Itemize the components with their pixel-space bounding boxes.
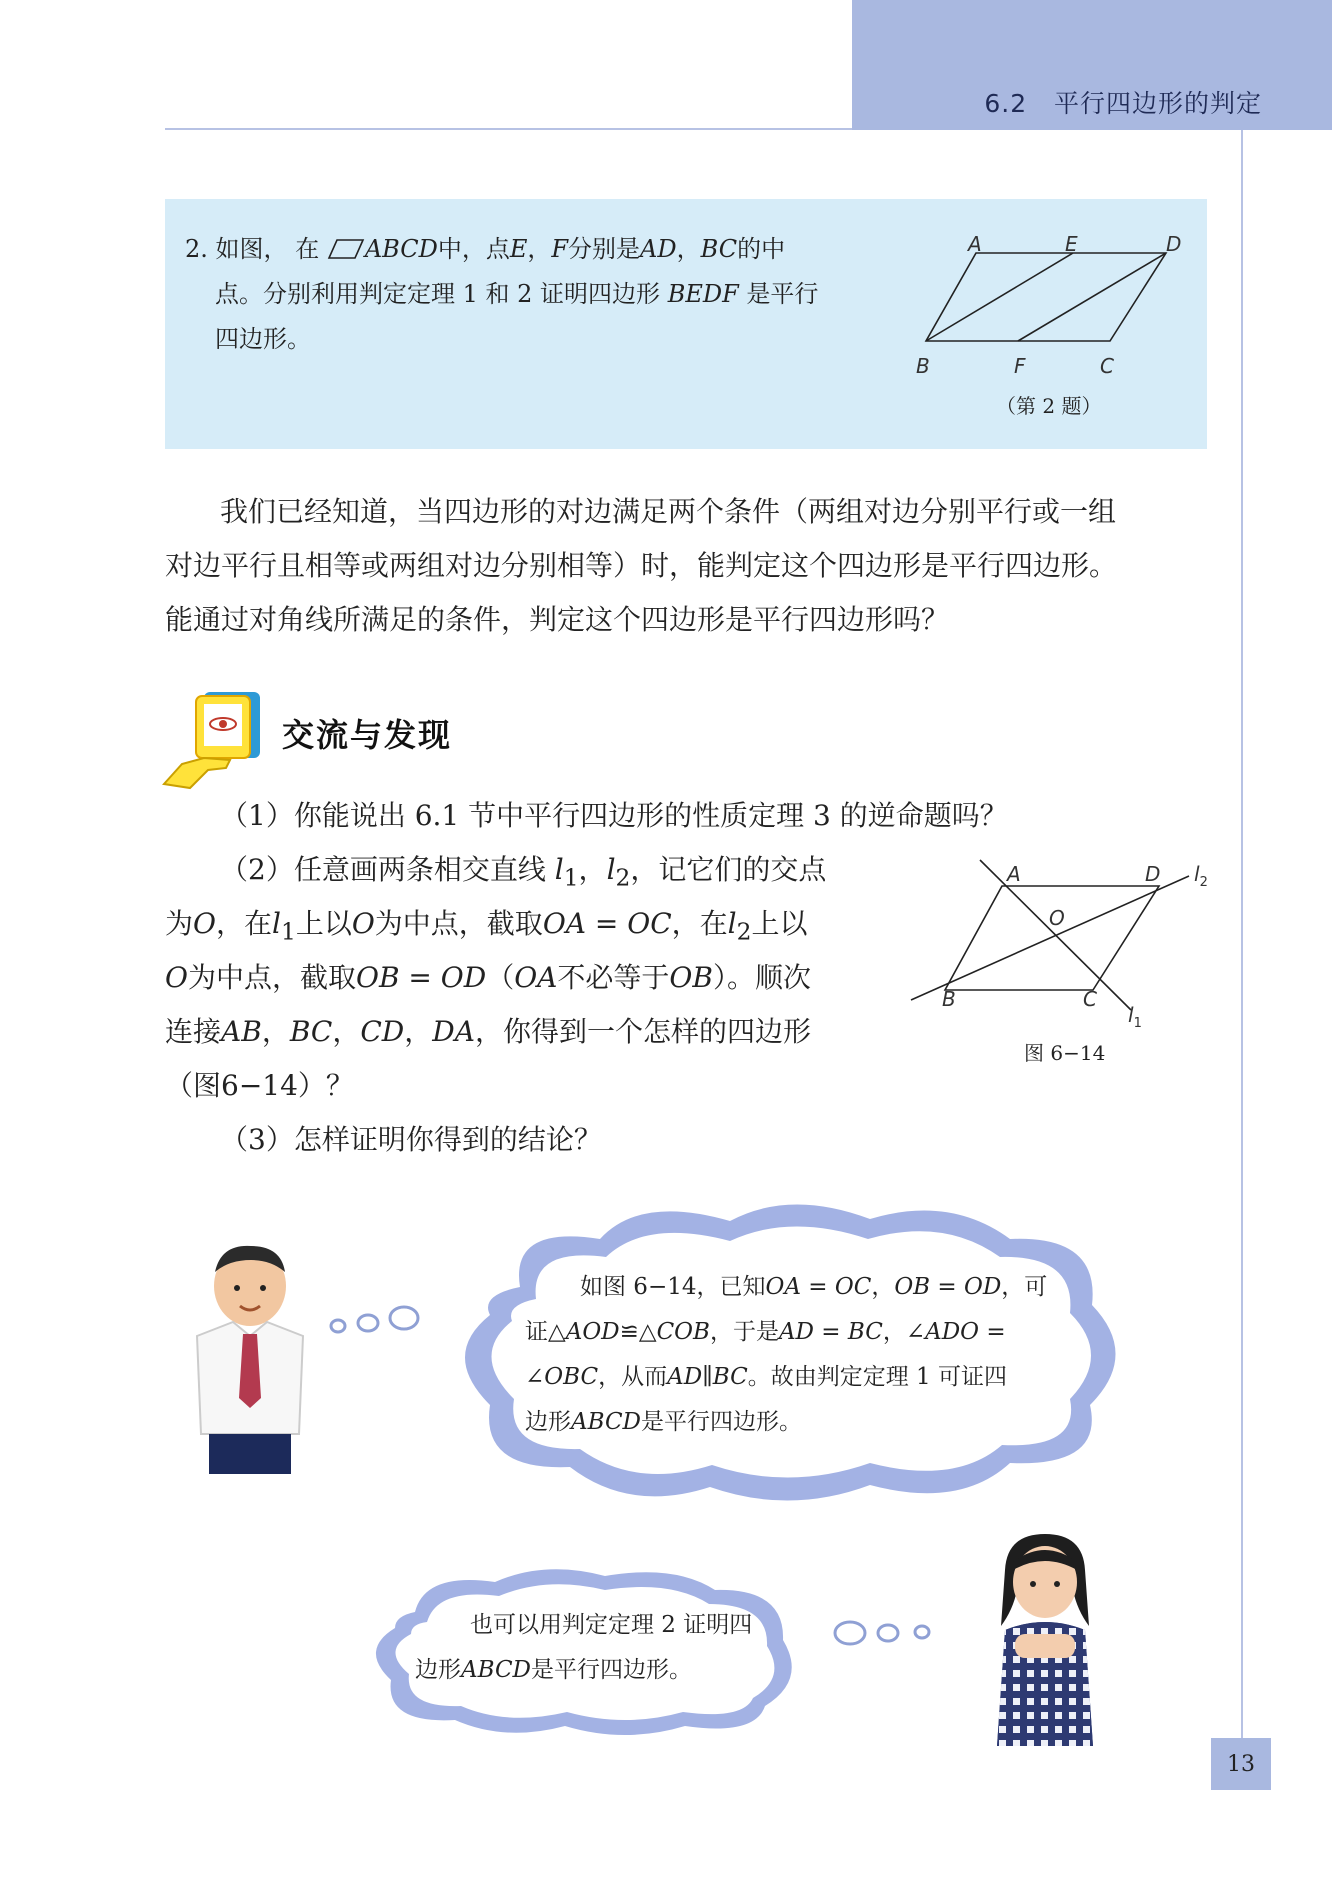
question-3: （3）怎样证明你得到的结论？: [220, 1123, 602, 1156]
exchange-discover-icon: [160, 688, 272, 800]
intro-line-3: 能通过对角线所满足的条件，判定这个四边形是平行四边形吗？: [165, 603, 950, 636]
fig614-label-O: O: [1049, 906, 1065, 930]
bubble1-line-4: 边形ABCD是平行四边形。: [525, 1409, 802, 1435]
label-F: F: [1014, 354, 1026, 378]
intro-line-2: 对边平行且相等或两组对边分别相等）时，能判定这个四边形是平行四边形。: [165, 549, 1118, 582]
question-2-line-1: （2）任意画两条相交直线 $l_1$，$l_2$，记它们的交点: [220, 853, 827, 892]
exercise-line-2: 点。分别利用判定定理 1 和 2 证明四边形 BEDF 是平行: [215, 280, 819, 308]
question-2-line-5: （图6−14）？: [165, 1069, 354, 1102]
page-number: 13: [1211, 1738, 1271, 1790]
fig614-label-l2: $l_2$: [1194, 862, 1208, 890]
label-C: C: [1100, 354, 1114, 378]
label-D: D: [1166, 232, 1182, 256]
bubble2-line-2: 边形ABCD是平行四边形。: [415, 1657, 692, 1683]
header-rule: [165, 128, 852, 130]
thought-dots-left: [328, 1302, 428, 1336]
section-title: 平行四边形的判定: [1053, 89, 1262, 118]
label-A: A: [968, 232, 982, 256]
fig614-label-l1: $l_1$: [1128, 1003, 1142, 1031]
bubble1-line-2: 证△AOD≌△COB，于是AD = BC，∠ADO =: [525, 1319, 1006, 1345]
girl-illustration: [985, 1530, 1105, 1750]
bubble1-line-3: ∠OBC，从而AD∥BC。故由判定定理 1 可证四: [525, 1364, 1007, 1390]
fig614-label-B: B: [942, 987, 956, 1011]
question-2-line-4: 连接AB，BC，CD，DA，你得到一个怎样的四边形: [165, 1015, 811, 1048]
exercise-figure: [900, 225, 1200, 385]
exercise-line-1: 2. 如图， 在 ABCD中，点E，F分别是AD，BC的中: [185, 235, 786, 263]
bubble2-line-1: 也可以用判定定理 2 证明四: [470, 1612, 753, 1638]
label-E: E: [1065, 232, 1078, 256]
figure-6-14-caption: 图 6−14: [1024, 1041, 1106, 1065]
fig614-label-D: D: [1145, 862, 1161, 886]
fig614-label-C: C: [1083, 987, 1097, 1011]
parallelogram-symbol-icon: [327, 238, 365, 260]
question-1: （1）你能说出 6.1 节中平行四边形的性质定理 3 的逆命题吗？: [220, 799, 1008, 832]
intro-line-1: 我们已经知道，当四边形的对边满足两个条件（两组对边分别平行或一组: [220, 495, 1117, 528]
section-heading: 交流与发现: [282, 716, 453, 754]
thought-dots-right: [830, 1615, 940, 1649]
question-2-line-3: O为中点，截取OB = OD（OA不必等于OB）。顺次: [165, 961, 811, 994]
label-B: B: [916, 354, 930, 378]
boy-illustration: [185, 1238, 315, 1478]
question-2-line-2: 为O，在$l_1$上以O为中点，截取OA = OC，在$l_2$上以: [165, 907, 808, 946]
exercise-line-3: 四边形。: [215, 325, 311, 353]
fig614-label-A: A: [1007, 862, 1021, 886]
exercise-figure-caption: （第 2 题）: [996, 394, 1102, 418]
bubble1-line-1: 如图 6−14，已知OA = OC，OB = OD，可: [580, 1274, 1048, 1300]
margin-rule: [1241, 130, 1243, 1780]
running-header: [984, 84, 1262, 120]
section-number: 6.2: [984, 89, 1028, 118]
